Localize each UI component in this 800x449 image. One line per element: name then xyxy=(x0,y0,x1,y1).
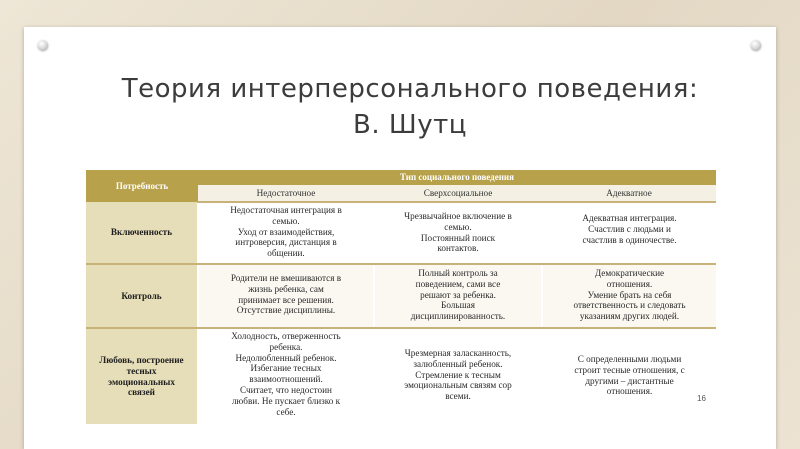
table-cell: Демократические отношения. Умение брать на себя ответственность и следовать указаниям других людей. xyxy=(542,264,716,328)
page-number: 16 xyxy=(697,394,706,403)
row-need-label: Контроль xyxy=(86,264,198,328)
behavior-type-header: Тип социального поведения xyxy=(198,170,716,185)
table-cell: Чрезвычайное включение в семью. Постоянный поиск контактов. xyxy=(374,202,542,264)
table-cell: С определенными людьми строит тесные отношения, с другими – дистантные отношения. xyxy=(542,328,716,424)
pin-top-left-icon xyxy=(38,40,48,50)
column-header: Сверхсоциальное xyxy=(374,185,542,202)
slide-title-line2: В. Шутц xyxy=(353,110,467,140)
pin-top-right-icon xyxy=(751,40,761,50)
table-cell: Полный контроль за поведением, сами все решают за ребенка. Большая дисциплинированность. xyxy=(374,264,542,328)
row-need-label: Включенность xyxy=(86,202,198,264)
table-row xyxy=(86,202,716,264)
table-cell: Адекватная интеграция. Счастлив с людьми и счастлив в одиночестве. xyxy=(542,202,716,264)
table-cell: Чрезмерная заласканность, залюбленный ребенок. Стремление к тесным эмоциональным связям сор всеми. xyxy=(374,328,542,424)
row-need-label: Любовь, построение тесных эмоциональных связей xyxy=(86,328,198,424)
need-header: Потребность xyxy=(86,170,198,202)
table-row xyxy=(86,264,716,328)
behavior-table xyxy=(86,170,716,424)
table-cell: Холодность, отверженность ребенка. Недолюбленный ребенок. Избегание тесных взаимоотношений. Считает, что недостоин любви. Не пускает близко к себе. xyxy=(198,328,374,424)
table-row xyxy=(86,328,716,424)
table-cell: Недостаточная интеграция в семью. Уход от взаимодействия, интроверсия, дистанция в общении. xyxy=(198,202,374,264)
slide-title-line1: Теория интерперсонального поведения: xyxy=(121,74,699,104)
column-header: Адекватное xyxy=(542,185,716,202)
table-cell: Родители не вмешиваются в жизнь ребенка, сам принимает все решения. Отсутствие дисциплины. xyxy=(198,264,374,328)
column-header: Недостаточное xyxy=(198,185,374,202)
